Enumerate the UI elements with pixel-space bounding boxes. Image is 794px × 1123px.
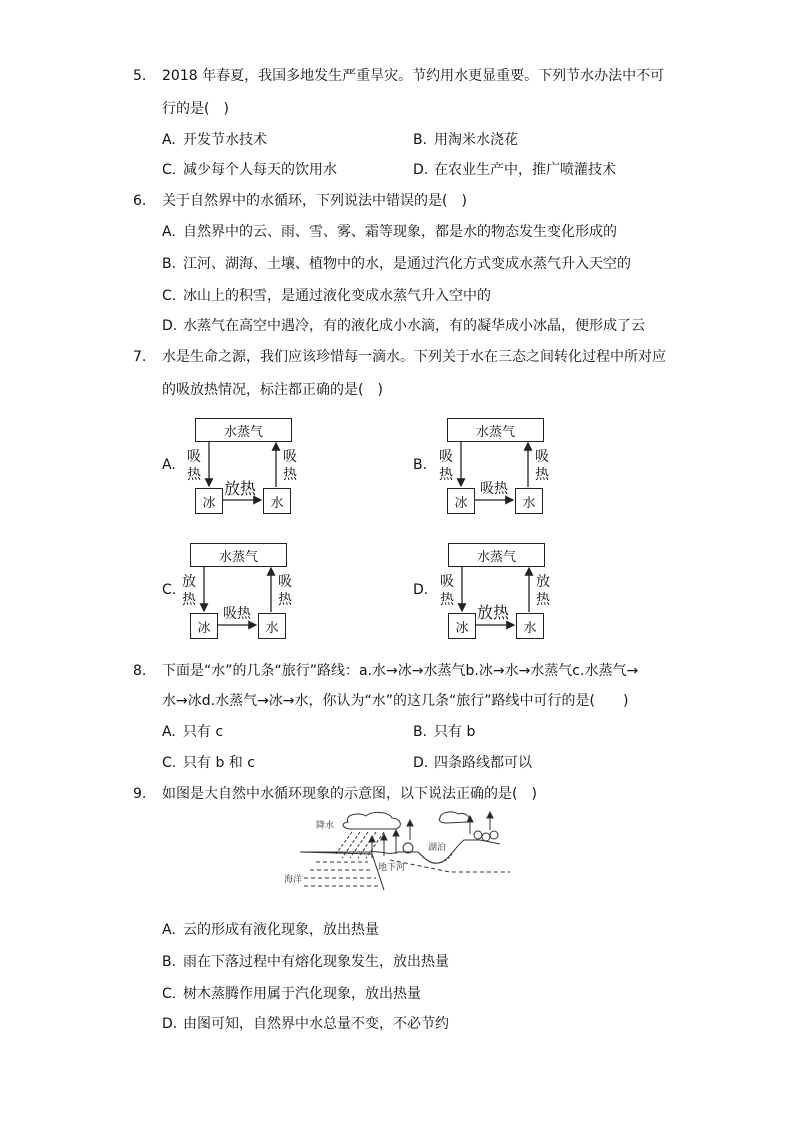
vapor-box: 水蒸气: [195, 418, 292, 442]
option-letter: D.: [162, 1016, 178, 1032]
ice-box: 冰: [195, 488, 223, 514]
option-text: 由图可知，自然界中水总量不变，不必节约: [183, 1016, 449, 1032]
right-arrow-label: 吸热: [535, 449, 549, 483]
option-letter: B.: [413, 724, 428, 740]
water-box: 水: [263, 488, 291, 514]
question-stem-line: 2018 年春夏，我国多地发生严重旱灾。节约用水更显重要。下列节水办法中不可: [162, 68, 665, 84]
option-text: 用淘米水浇花: [434, 132, 518, 148]
middle-arrow-label: 放热: [224, 479, 257, 498]
state-change-diagram-c: [182, 543, 330, 653]
state-change-diagram-d: [440, 543, 588, 653]
option-letter: D.: [413, 162, 429, 178]
middle-arrow-label: 吸热: [223, 606, 251, 622]
question-stem-line: 的吸放热情况，标注都正确的是( ): [162, 382, 383, 398]
rain-label: 降水: [316, 820, 335, 830]
option-letter: A.: [162, 922, 176, 938]
option-text: 自然界中的云、雨、雪、雾、霜等现象，都是水的物态发生变化形成的: [183, 224, 617, 240]
ocean-label: 海洋: [284, 874, 303, 884]
option-text: 减少每个人每天的饮用水: [183, 162, 337, 178]
option-text: 开发节水技术: [183, 132, 267, 148]
question-stem-line: 关于自然界中的水循环，下列说法中错误的是( ): [162, 193, 467, 209]
vapor-box: 水蒸气: [448, 543, 545, 567]
vapor-box: 水蒸气: [447, 418, 544, 442]
left-arrow-label: 吸热: [187, 449, 201, 483]
option-text: 江河、湖海、土壤、植物中的水，是通过汽化方式变成水蒸气升入天空的: [183, 256, 631, 272]
ice-box: 冰: [448, 613, 476, 639]
question-number: 8.: [133, 663, 147, 679]
question-stem-line: 水→冰d.水蒸气→冰→水，你认为“水”的这几条“旅行”路线中可行的是( ): [162, 693, 629, 709]
ice-box: 冰: [190, 613, 218, 639]
option-letter: B.: [413, 132, 428, 148]
option-letter: B.: [162, 256, 177, 272]
underground-river-label: 地下河: [378, 862, 406, 872]
right-arrow-label: 吸热: [283, 449, 297, 483]
option-letter: C.: [162, 162, 177, 178]
middle-arrow-label: 放热: [477, 603, 510, 622]
option-letter: C.: [162, 986, 177, 1002]
option-text: 在农业生产中，推广喷灌技术: [434, 162, 616, 178]
vapor-box: 水蒸气: [190, 543, 287, 567]
option-text: 树木蒸腾作用属于汽化现象，放出热量: [183, 986, 421, 1002]
water-box: 水: [516, 613, 544, 639]
middle-arrow-label: 吸热: [480, 481, 508, 497]
ice-box: 冰: [447, 488, 475, 514]
question-stem-line: 水是生命之源，我们应该珍惜每一滴水。下列关于水在三态之间转化过程中所对应: [162, 349, 666, 365]
option-letter: A.: [162, 224, 176, 240]
lake-label: 湖泊: [428, 842, 447, 852]
water-cycle-figure: [280, 810, 520, 892]
question-number: 6.: [133, 193, 147, 209]
option-letter: A.: [162, 724, 176, 740]
option-letter: A.: [162, 132, 176, 148]
option-text: 云的形成有液化现象，放出热量: [183, 922, 379, 938]
question-number: 7.: [133, 349, 147, 365]
option-text: 只有 b 和 c: [183, 755, 255, 771]
option-text: 水蒸气在高空中遇冷，有的液化成小水滴，有的凝华成小冰晶，便形成了云: [183, 318, 645, 334]
question-number: 9.: [133, 786, 147, 802]
question-stem-line: 如图是大自然中水循环现象的示意图，以下说法正确的是( ): [162, 786, 537, 802]
left-arrow-label: 吸热: [439, 449, 453, 483]
right-arrow-label: 放热: [536, 574, 550, 608]
state-change-diagram-b: [439, 418, 587, 528]
option-text: 冰山上的积雪，是通过液化变成水蒸气升入空中的: [183, 288, 491, 304]
option-letter: B.: [413, 457, 428, 473]
option-letter: C.: [162, 288, 177, 304]
option-letter: D.: [413, 582, 429, 598]
option-letter: A.: [162, 457, 176, 473]
question-stem-line: 下面是“水”的几条“旅行”路线：a.水→冰→水蒸气b.冰→水→水蒸气c.水蒸气→: [162, 663, 639, 679]
option-text: 只有 b: [434, 724, 476, 740]
option-letter: D.: [413, 755, 429, 771]
left-arrow-label: 吸热: [440, 574, 454, 608]
option-text: 四条路线都可以: [434, 755, 532, 771]
right-arrow-label: 吸热: [278, 574, 292, 608]
option-letter: C.: [162, 755, 177, 771]
question-stem-line: 行的是( ): [162, 101, 229, 117]
option-letter: D.: [162, 318, 178, 334]
water-box: 水: [515, 488, 543, 514]
option-letter: B.: [162, 954, 177, 970]
left-arrow-label: 放热: [182, 574, 196, 608]
option-text: 只有 c: [183, 724, 224, 740]
water-box: 水: [258, 613, 286, 639]
state-change-diagram-a: [187, 418, 335, 528]
option-text: 雨在下落过程中有熔化现象发生，放出热量: [183, 954, 449, 970]
question-number: 5.: [133, 68, 147, 84]
option-letter: C.: [162, 582, 177, 598]
